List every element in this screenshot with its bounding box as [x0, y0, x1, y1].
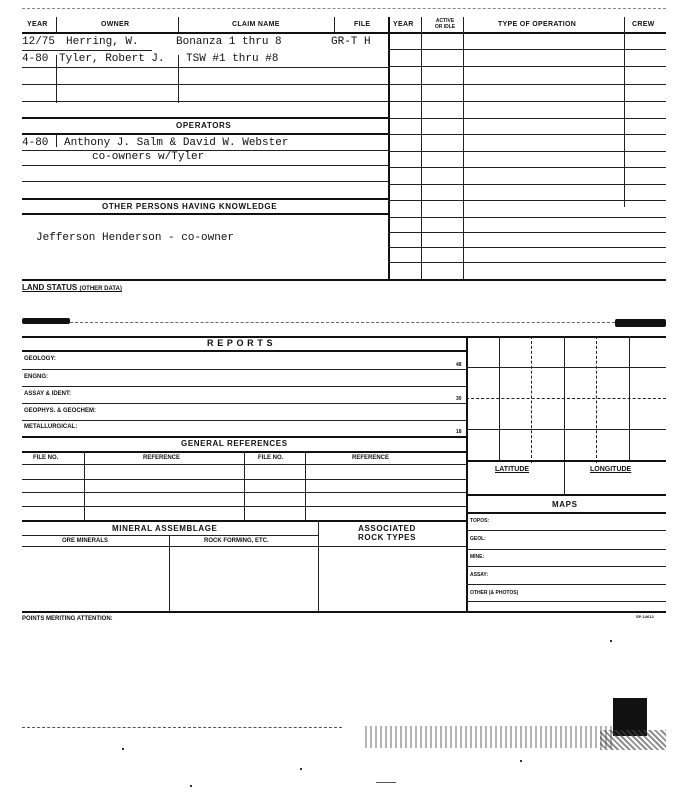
operators-rule-2 [22, 165, 388, 166]
maps-rule-1 [466, 530, 666, 531]
owner-row-2-claim: TSW #1 thru #8 [186, 53, 279, 65]
form-number: SP-14612 [636, 614, 654, 619]
owner-row-2-rule [22, 67, 388, 68]
land-status-heading: LAND STATUS (OTHER DATA) [22, 283, 122, 292]
col-header-type-of-operation: TYPE OF OPERATION [498, 21, 577, 28]
coord-grid-v3 [564, 336, 565, 494]
reports-assay-code: 30 [456, 396, 462, 402]
coord-grid-h2 [466, 398, 666, 399]
ops-rule-1 [388, 49, 666, 50]
maps-mine-label: MINE: [470, 554, 485, 560]
gen-ref-row-rule-1 [22, 479, 466, 480]
mineral-ore-minerals-label: ORE MINERALS [62, 538, 109, 544]
gen-ref-sep-2 [244, 451, 245, 520]
owner-row-1-underline [22, 50, 152, 51]
owners-end-rule [22, 117, 388, 119]
points-meriting-attention-label: POINTS MERITING ATTENTION: [22, 616, 113, 622]
ops-rule-14 [388, 262, 666, 263]
operators-end-rule [22, 198, 388, 200]
owner-row-1-year: 12/75 [22, 36, 56, 48]
maps-title-rule [466, 512, 666, 514]
top-edge-line [22, 8, 666, 9]
owner-row-2-owner: Tyler, Robert J. [59, 53, 165, 65]
ops-rule-11 [388, 217, 666, 218]
mineral-assemblage-header-rule [22, 546, 318, 547]
mineral-assemblage-sep [169, 535, 170, 611]
maps-title: MAPS [552, 500, 578, 509]
gen-ref-end-rule [22, 520, 466, 522]
coord-end-rule [466, 494, 666, 496]
longitude-label: LONGITUDE [590, 466, 632, 473]
land-status-dashed-line [70, 322, 615, 323]
reports-title-rule [22, 350, 466, 352]
maps-other-label: OTHER (& PHOTOS) [470, 590, 519, 596]
maps-rule-2 [466, 549, 666, 550]
col-header-year-right: YEAR [393, 21, 414, 28]
scan-bottom-mark [376, 782, 396, 783]
land-status-smudge-left [22, 318, 70, 324]
reports-engng-label: ENGNG: [24, 374, 48, 380]
general-references-title: GENERAL REFERENCES [181, 439, 288, 448]
gen-ref-row-rule-2 [22, 492, 466, 493]
reports-title: R E P O R T S [207, 338, 274, 348]
col-header-claim-name: CLAIM NAME [232, 21, 280, 28]
col-header-active-or-idle: ACTIVE OR IDLE [434, 18, 456, 30]
reports-geology-label: GEOLOGY: [24, 356, 56, 362]
col-header-file: FILE [354, 21, 371, 28]
maps-geol-label: GEOL: [470, 536, 486, 542]
gen-ref-col-file-no-2: FILE NO. [258, 455, 284, 461]
owner-row-2-year: 4-80 [22, 53, 49, 65]
gen-ref-col-file-no-1: FILE NO. [33, 455, 59, 461]
crew-col-divider [624, 17, 625, 207]
ops-rule-4 [388, 101, 666, 102]
gen-ref-col-reference-2: REFERENCE [352, 455, 390, 461]
maps-rule-5 [466, 601, 666, 602]
reports-metallurgical-code: 18 [456, 429, 462, 435]
scan-speck [610, 640, 612, 642]
reports-top-rule [22, 336, 666, 338]
scan-speck [122, 748, 124, 750]
reports-end-rule [22, 436, 466, 438]
owner-year-sep [56, 55, 57, 103]
maps-assay-label: ASSAY: [470, 572, 489, 578]
hdr-sep-3 [334, 17, 335, 32]
coord-grid-h1 [466, 367, 666, 368]
scan-bottom-dashed-line [22, 727, 342, 728]
reports-geology-code: 48 [456, 362, 462, 368]
reports-rule-2 [22, 386, 466, 387]
gen-ref-sep-1 [84, 451, 85, 520]
maps-rule-3 [466, 566, 666, 567]
owner-row-3-rule [22, 84, 388, 85]
coord-grid-h3 [466, 429, 666, 430]
operators-line1-year: 4-80 [22, 137, 49, 149]
reports-metallurgical-label: METALLURGICAL: [24, 424, 78, 430]
rock-types-left-border [318, 520, 319, 611]
gen-ref-col-reference-1: REFERENCE [143, 455, 181, 461]
reports-assay-label: ASSAY & IDENT: [24, 391, 72, 397]
operators-title: OPERATORS [176, 121, 232, 130]
operators-rule-3 [22, 181, 388, 182]
scan-speck [190, 785, 192, 787]
top-block-bottom-rule [22, 279, 666, 281]
other-persons-entry: Jefferson Henderson - co-owner [36, 232, 235, 244]
reports-rule-3 [22, 403, 466, 404]
operators-line2: co-owners w/Tyler [92, 151, 205, 163]
operators-line1: Anthony J. Salm & David W. Webster [64, 137, 289, 149]
rock-types-header-rule [318, 546, 466, 547]
hdr-sep-2 [178, 17, 179, 32]
ops-rule-8 [388, 167, 666, 168]
ops-rule-13 [388, 247, 666, 248]
mineral-assemblage-title-rule [22, 535, 318, 536]
gen-ref-row-rule-3 [22, 506, 466, 507]
maps-rule-4 [466, 584, 666, 585]
ops-rule-5 [388, 118, 666, 119]
scan-speck [300, 768, 302, 770]
reports-right-divider [466, 336, 468, 612]
coord-grid-v2 [531, 336, 532, 463]
lower-block-bottom-rule [22, 611, 666, 613]
ops-rule-10 [388, 200, 666, 201]
col-header-crew: CREW [632, 21, 655, 28]
ops-rule-7 [388, 151, 666, 152]
gen-ref-sep-3 [305, 451, 306, 520]
ops-rule-9 [388, 184, 666, 185]
main-vertical-divider [388, 17, 390, 279]
coord-grid-bottom [466, 460, 666, 462]
ops-rule-2 [388, 66, 666, 67]
ops-rule-12 [388, 232, 666, 233]
maps-topos-label: TOPOS: [470, 518, 490, 524]
ops-rule-6 [388, 134, 666, 135]
operators-title-rule [22, 133, 388, 135]
coord-grid-v4 [596, 336, 597, 463]
operators-rule-1 [22, 150, 388, 151]
owner-row-1-claim: Bonanza 1 thru 8 [176, 36, 282, 48]
ops-rule-3 [388, 84, 666, 85]
reports-rule-4 [22, 420, 466, 421]
active-col-divider-left [421, 17, 422, 279]
reports-geophys-label: GEOPHYS. & GEOCHEM: [24, 408, 97, 414]
col-header-owner: OWNER [101, 21, 130, 28]
owner-row-4-rule [22, 101, 388, 102]
reports-rule-1 [22, 369, 466, 370]
scan-speck [520, 760, 522, 762]
rock-types-title: ASSOCIATED ROCK TYPES [358, 524, 417, 542]
owner-row-1-owner: Herring, W. [66, 36, 139, 48]
mineral-assemblage-title: MINERAL ASSEMBLAGE [112, 524, 218, 533]
owner-claim-sep [178, 55, 179, 103]
hdr-sep-1 [56, 17, 57, 32]
owner-row-1-file: GR-T H [331, 36, 371, 48]
other-persons-rule [22, 213, 388, 215]
latitude-label: LATITUDE [495, 466, 530, 473]
scan-noise-strip [365, 726, 615, 748]
mineral-rock-forming-label: ROCK FORMING, ETC. [204, 538, 269, 544]
other-persons-title: OTHER PERSONS HAVING KNOWLEDGE [102, 202, 278, 211]
land-status-smudge-right [615, 319, 666, 327]
operators-year-sep [56, 135, 57, 147]
active-col-divider-right [463, 17, 464, 279]
col-header-year: YEAR [27, 21, 48, 28]
header-rule [22, 32, 666, 34]
scan-corner-noise [600, 730, 666, 750]
